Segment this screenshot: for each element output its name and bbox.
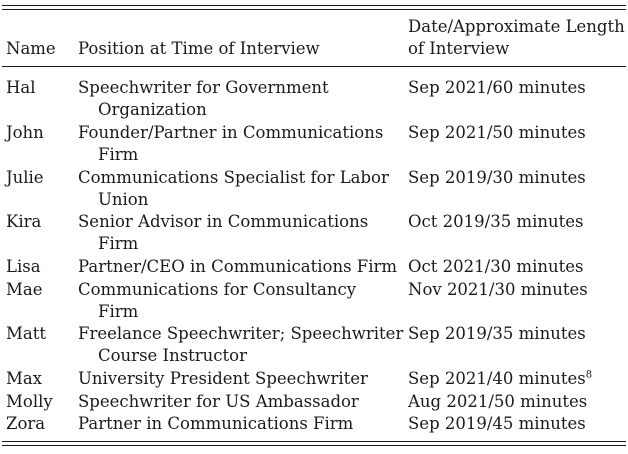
footnote-marker[interactable]: 8 xyxy=(585,369,593,381)
row-name: Lisa xyxy=(6,257,41,276)
row-position: Communications Specialist for Labor xyxy=(78,168,389,187)
row-date: Sep 2021/50 minutes xyxy=(408,123,586,142)
row-date: Aug 2021/50 minutes xyxy=(408,392,588,411)
top-rule-2 xyxy=(2,9,626,10)
header-rule xyxy=(2,66,626,67)
row-position: Communications for Consultancy xyxy=(78,280,357,299)
row-position: Founder/Partner in Communications xyxy=(78,123,384,142)
row-date: Sep 2019/35 minutes xyxy=(408,324,586,343)
row-name: Matt xyxy=(6,324,46,343)
row-name: Max xyxy=(6,369,43,388)
row-date: Sep 2019/30 minutes xyxy=(408,168,586,187)
row-name: Mae xyxy=(6,280,43,299)
bottom-rule-2 xyxy=(2,445,626,446)
row-name: Hal xyxy=(6,78,36,97)
header-name: Name xyxy=(6,39,56,58)
row-date-text: Sep 2021/40 minutes xyxy=(408,369,586,388)
row-name: Molly xyxy=(6,392,53,411)
row-date xyxy=(408,368,592,390)
row-position-continued: Organization xyxy=(98,100,207,119)
row-position: University President Speechwriter xyxy=(78,369,368,388)
header-date-line2: of Interview xyxy=(408,39,510,58)
row-date: Nov 2021/30 minutes xyxy=(408,280,588,299)
header-date-line1: Date/Approximate Length xyxy=(408,17,625,36)
row-position-continued: Firm xyxy=(98,234,139,253)
row-name: John xyxy=(6,123,44,142)
row-date: Sep 2019/45 minutes xyxy=(408,414,586,433)
row-date: Oct 2021/30 minutes xyxy=(408,257,584,276)
row-position: Freelance Speechwriter; Speechwriter xyxy=(78,324,404,343)
row-name: Kira xyxy=(6,212,42,231)
row-position: Partner/CEO in Communications Firm xyxy=(78,257,398,276)
header-position: Position at Time of Interview xyxy=(78,39,320,58)
top-rule-1 xyxy=(2,5,626,6)
row-position-continued: Firm xyxy=(98,302,139,321)
bottom-rule-1 xyxy=(2,441,626,442)
row-position-continued: Course Instructor xyxy=(98,346,247,365)
row-date: Sep 2021/60 minutes xyxy=(408,78,586,97)
row-position-continued: Firm xyxy=(98,145,139,164)
row-position: Speechwriter for US Ambassador xyxy=(78,392,359,411)
row-position: Senior Advisor in Communications xyxy=(78,212,369,231)
row-name: Zora xyxy=(6,414,46,433)
row-position: Speechwriter for Government xyxy=(78,78,329,97)
row-date: Oct 2019/35 minutes xyxy=(408,212,584,231)
row-position-continued: Union xyxy=(98,190,149,209)
row-position: Partner in Communications Firm xyxy=(78,414,354,433)
row-name: Julie xyxy=(6,168,44,187)
